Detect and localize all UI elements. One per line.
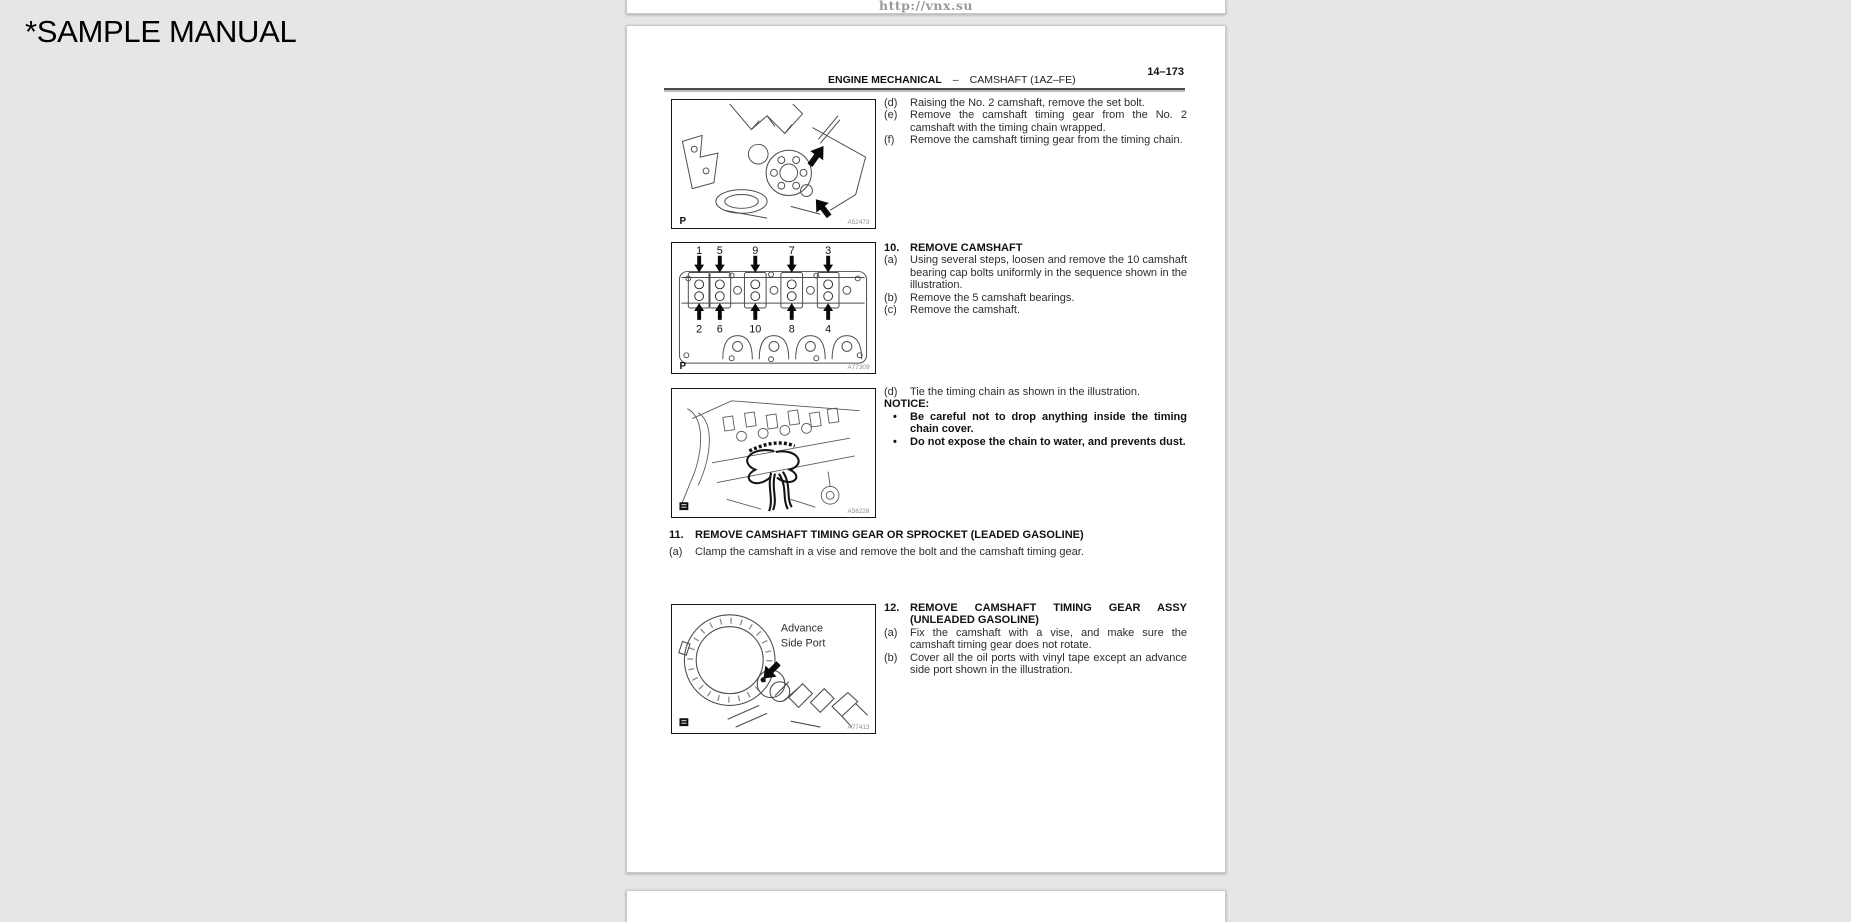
step-label: (d)	[884, 386, 898, 398]
step-text: Cover all the oil ports with vinyl tape except an advance side port shown in the illustration.	[910, 651, 1187, 677]
figure-code: A52473	[847, 219, 870, 227]
section-title: REMOVE CAMSHAFT TIMING GEAR OR SPROCKET (LEADED GASOLINE)	[695, 529, 1084, 541]
step-text: Raising the No. 2 camshaft, remove the set bolt.	[910, 97, 1145, 109]
section-number: 11.	[669, 529, 684, 541]
engine-line-drawing	[672, 100, 875, 228]
step-item	[884, 97, 1187, 109]
notice-heading: NOTICE:	[884, 398, 930, 411]
notice-text: Do not expose the chain to water, and prevents dust.	[910, 435, 1186, 448]
step-label: (a)	[669, 546, 683, 559]
sample-manual-label: *SAMPLE MANUAL	[25, 14, 297, 49]
svg-text:1: 1	[696, 244, 703, 257]
figure-annotation	[781, 623, 826, 650]
timing-gear-drawing	[672, 605, 875, 733]
step-label: (e)	[884, 109, 898, 122]
step-label: (a)	[884, 626, 898, 639]
figure-code: A56228	[847, 508, 870, 516]
step-label: (b)	[884, 291, 898, 304]
notice-item	[884, 411, 1187, 436]
figure-corner-label: P	[679, 216, 687, 228]
figure-corner-label: P	[679, 361, 687, 373]
section-title: REMOVE CAMSHAFT	[910, 242, 1023, 254]
engine-chain-drawing	[672, 389, 875, 517]
section-heading	[669, 529, 1187, 541]
step-label: (c)	[884, 304, 897, 317]
step-item	[884, 292, 1187, 304]
figure-chain-tied	[671, 388, 876, 518]
step-item	[884, 109, 1187, 134]
step-item	[884, 254, 1187, 291]
svg-text:10: 10	[749, 323, 762, 336]
manual-page	[626, 25, 1226, 873]
next-page-top	[626, 890, 1226, 922]
manual-stamp-icon	[679, 718, 688, 726]
section-heading	[884, 242, 1187, 254]
step-item	[884, 386, 1187, 398]
section-heading	[884, 602, 1187, 627]
manual-stamp-icon	[679, 502, 688, 510]
running-header	[828, 74, 1076, 86]
notice-block	[884, 386, 1187, 448]
running-header-section: ENGINE MECHANICAL	[828, 74, 942, 86]
section-title: REMOVE CAMSHAFT TIMING GEAR ASSY (UNLEADED GASOLINE)	[910, 602, 1187, 627]
step-text: Fix the camshaft with a vise, and make sure the camshaft timing gear does not rotate.	[910, 626, 1187, 652]
svg-text:3: 3	[825, 244, 832, 257]
svg-text:2: 2	[696, 323, 703, 336]
step-text: Using several steps, loosen and remove the 10 camshaft bearing cap bolts uniformly in the sequence shown in the illustration.	[910, 254, 1188, 292]
watermark-url: http://vnx.su	[879, 0, 973, 13]
notice-text: Be careful not to drop anything inside the timing chain cover.	[910, 410, 1187, 436]
step-label: (f)	[884, 134, 895, 147]
step-text: Tie the timing chain as shown in the illustration.	[910, 386, 1141, 398]
notice-item	[884, 436, 1187, 448]
sequence-arrow-icons	[694, 256, 833, 320]
svg-text:Side Port: Side Port	[780, 637, 826, 650]
svg-text:4: 4	[825, 323, 832, 336]
step-text: Remove the 5 camshaft bearings.	[910, 291, 1075, 304]
section-10	[884, 242, 1187, 316]
figure-camshaft-gear-removal	[671, 99, 876, 229]
step-item	[884, 134, 1187, 146]
figure-code: A77413	[847, 724, 870, 732]
svg-text:7: 7	[788, 244, 795, 257]
header-separator: –	[952, 74, 959, 86]
step-label: (b)	[884, 651, 898, 664]
bullet: •	[893, 435, 897, 448]
section-12	[884, 602, 1187, 676]
step-label: (d)	[884, 97, 898, 109]
running-header-topic: CAMSHAFT (1AZ–FE)	[969, 74, 1076, 86]
section-11	[669, 529, 1187, 559]
step-text: Remove the camshaft timing gear from the timing chain.	[910, 134, 1183, 147]
section-number: 10.	[884, 242, 900, 254]
figure-code: A77309	[847, 364, 870, 372]
step-text: Remove the camshaft timing gear from the No. 2 camshaft with the timing chain wrapped.	[910, 109, 1187, 134]
svg-text:6: 6	[716, 323, 723, 336]
header-rule	[664, 88, 1185, 92]
step-item	[884, 652, 1187, 677]
svg-text:5: 5	[716, 244, 723, 257]
step-item	[884, 304, 1187, 316]
tie-cord-drawing	[747, 443, 798, 511]
sequence-numbers	[696, 245, 831, 336]
previous-page-bottom	[626, 0, 1226, 14]
step-label: (a)	[884, 254, 898, 267]
svg-text:Advance: Advance	[780, 622, 824, 635]
step-item	[884, 627, 1187, 652]
bullet: •	[893, 410, 897, 423]
cylinder-head-drawing	[672, 243, 875, 373]
section-number: 12.	[884, 602, 900, 614]
figure-bolt-sequence	[671, 242, 876, 374]
page-number: 14–173	[1147, 66, 1184, 78]
step-text: Remove the camshaft.	[910, 304, 1021, 317]
svg-text:8: 8	[788, 323, 795, 336]
step-item	[669, 546, 1187, 558]
step-text: Clamp the camshaft in a vise and remove the bolt and the camshaft timing gear.	[695, 546, 1084, 559]
black-arrow-icons	[804, 141, 836, 221]
svg-text:9: 9	[752, 244, 759, 257]
figure-timing-gear-assy	[671, 604, 876, 734]
step-block-defg	[884, 97, 1187, 147]
